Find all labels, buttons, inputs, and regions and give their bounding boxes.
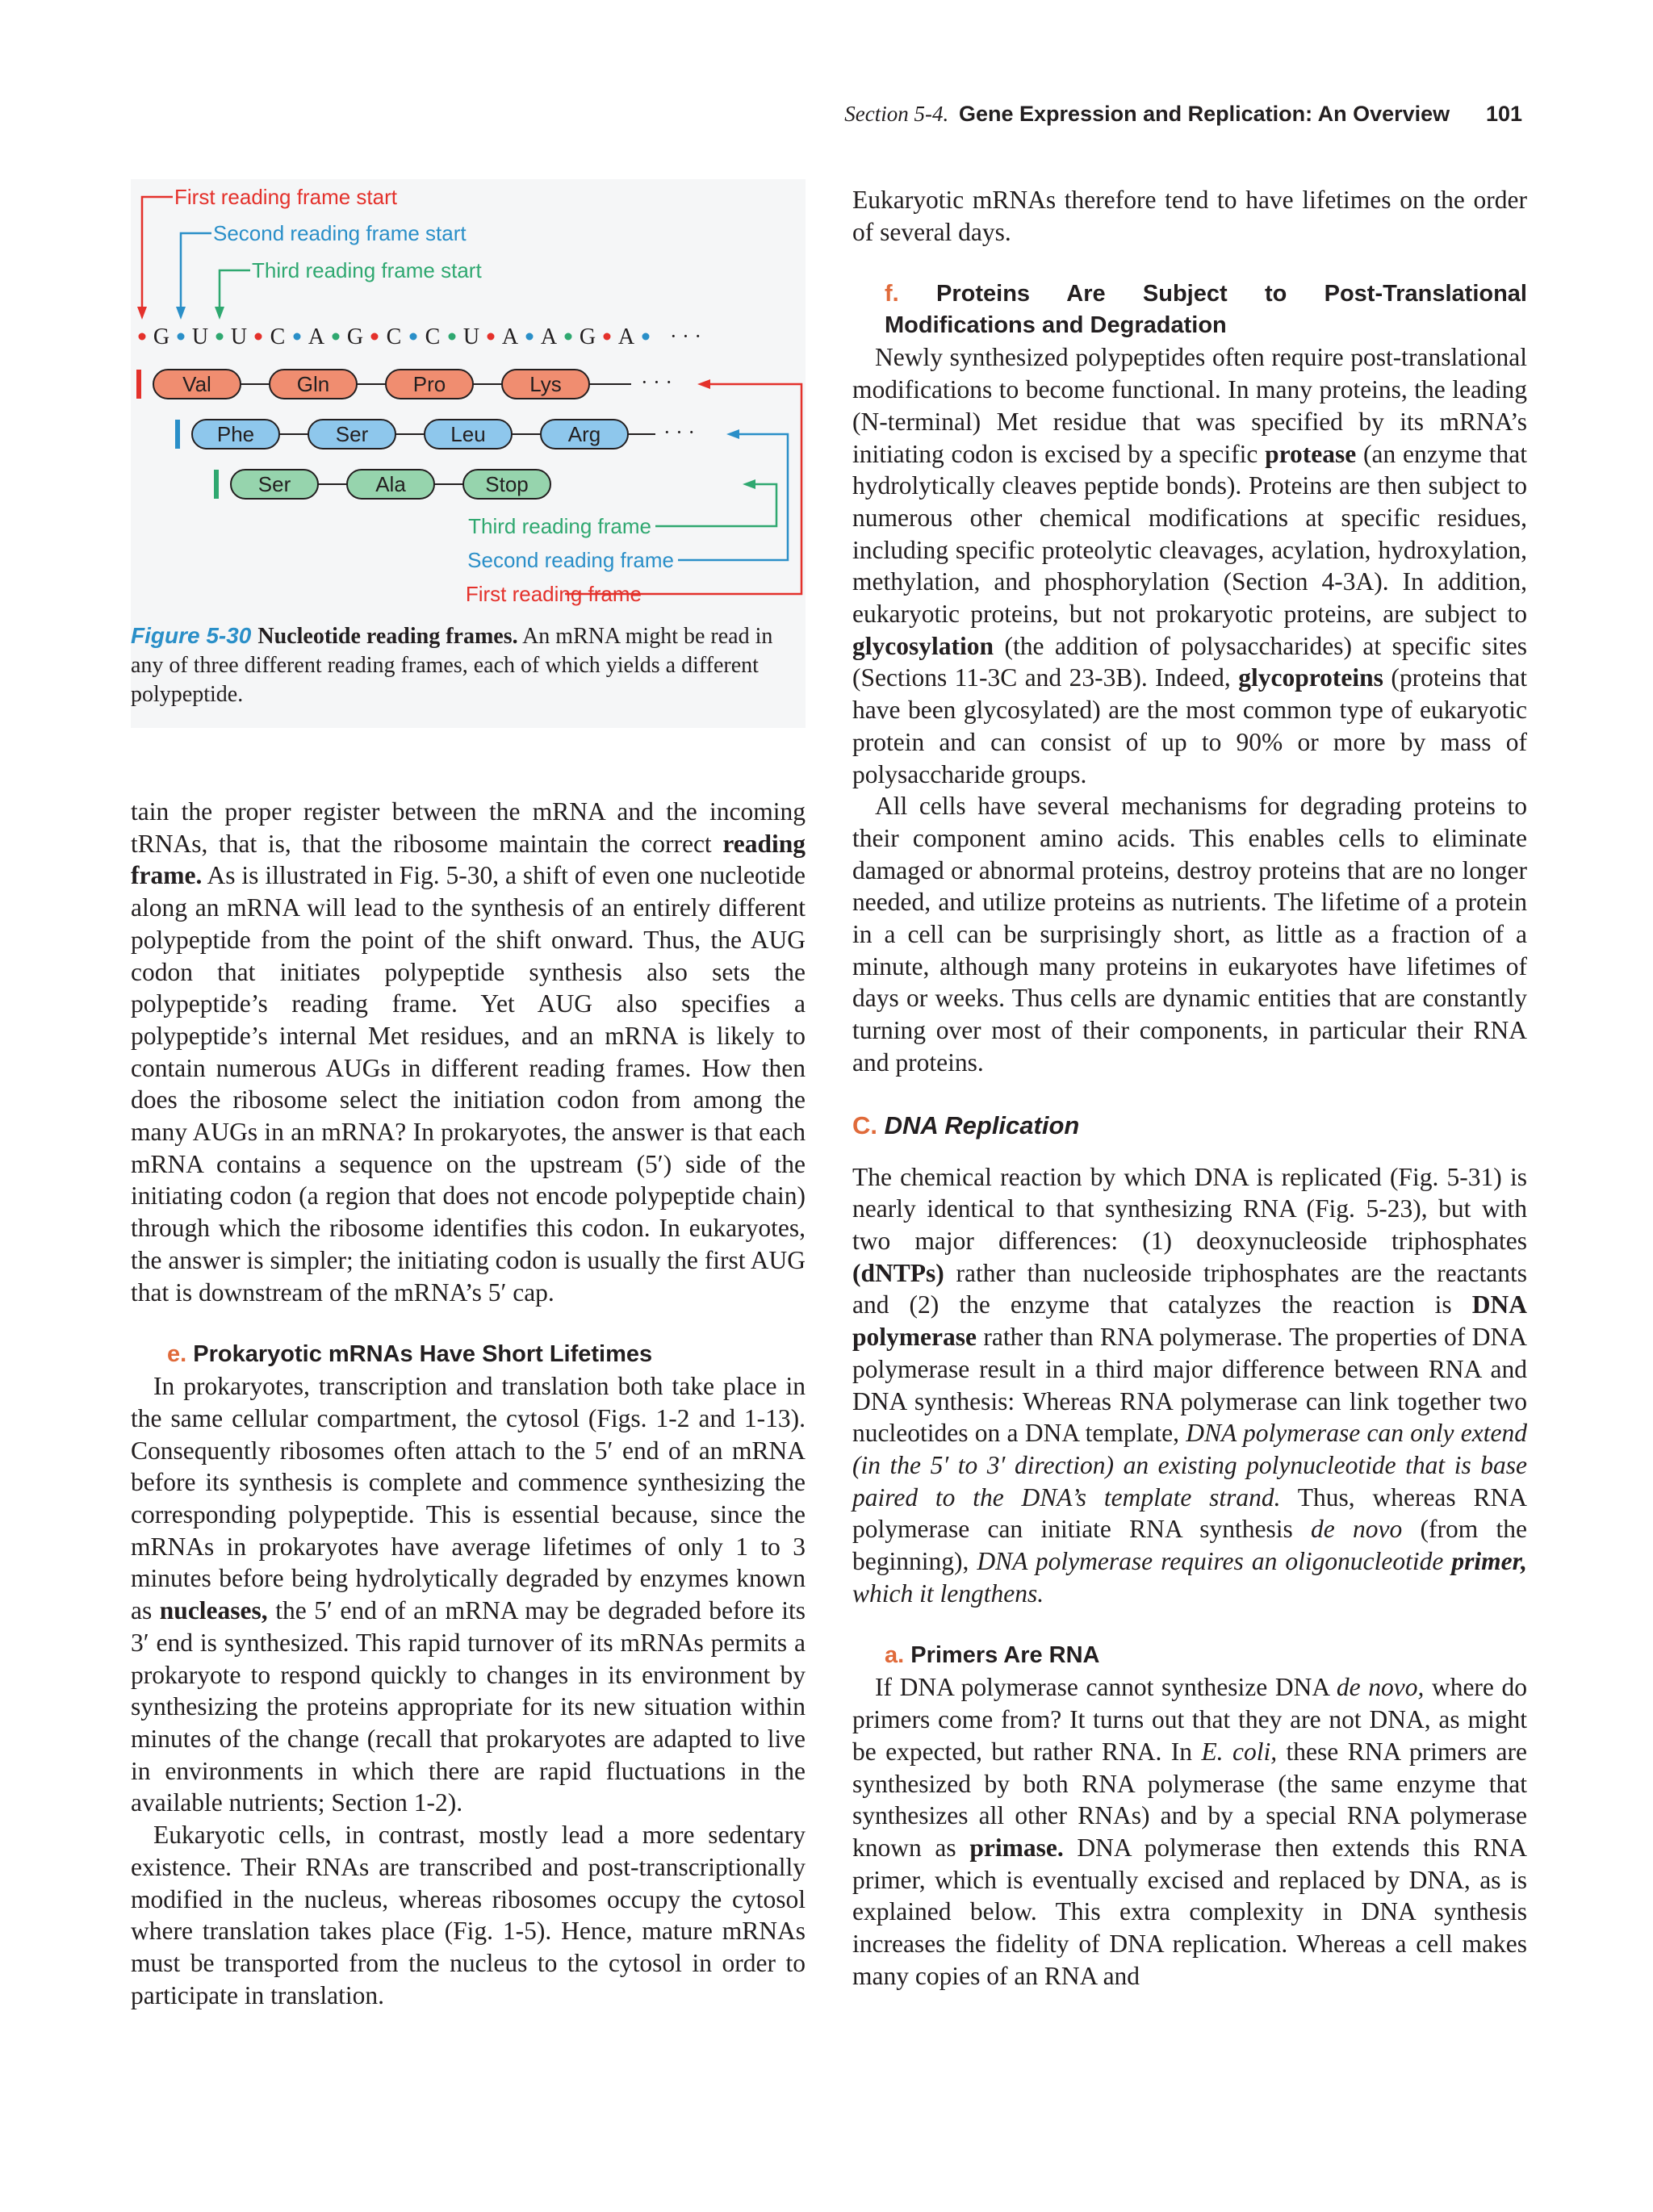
left-column: [131, 796, 806, 2011]
running-header: [844, 102, 1522, 127]
nucleotide: C: [386, 324, 402, 349]
nucleotide: C: [425, 324, 441, 349]
right-column: [852, 184, 1527, 1992]
nucleotide-dot: [255, 333, 262, 341]
third-frame-return-line: [655, 484, 776, 526]
nucleotide: G: [579, 324, 596, 349]
first-frame-arrowhead: [697, 379, 710, 389]
second-frame-arrowhead: [726, 429, 739, 439]
nucleotide-dot: [139, 333, 146, 341]
text-run: (proteins that have been glycosylated) are the most common type of eukaryotic protein and can consist of up to 90% or more by mass of polysaccharide groups.: [852, 663, 1527, 788]
right-paragraph-0: Eukaryotic mRNAs therefore tend to have lifetimes on the order of several days.: [852, 186, 1527, 246]
text-run: rather than nucleoside triphosphates are the reactants and (2) the enzyme that catalyzes the reaction is: [852, 1258, 1527, 1319]
right-paragraph-4: [852, 1671, 1527, 1992]
frame3-peptide: [231, 470, 550, 499]
nucleotide-dot: [604, 333, 611, 341]
amino-acid-label: Lys: [529, 372, 562, 396]
text-run: (the addition of polysaccharides) at specific sites (Sections 11-3C and 23-3B). Indeed,: [852, 631, 1527, 692]
italic-run: E. coli,: [1201, 1737, 1278, 1766]
amino-acid-label: Phe: [216, 422, 255, 446]
frame1-peptide: [153, 370, 631, 399]
heading-f: [852, 278, 1527, 341]
amino-acid-label: Ser: [257, 472, 291, 496]
text-run: In prokaryotes, transcription and translation both take place in the same cellular compartment, the cytosol (Figs. 1-2 and 1-13). Consequently ribosomes often attach to the 5′ end of an mRNA before its synthesis is complete and commence synthesizing the corresponding polypeptide. This is essential because, since the mRNAs in prokaryotes have average lifetimes of only 1 to 3 minutes before being hydrolytically degraded by enzymes known as: [131, 1372, 806, 1625]
text-run: these RNA primers are synthesized by both RNA polymerase (the same enzyme that synthesizes all other RNAs) and by a special RNA polymerase known as: [852, 1737, 1527, 1862]
nucleotide-dot: [178, 333, 185, 341]
text-run: (an enzyme that hydrolytically cleaves peptide bonds). Proteins are then subject to numerous other chemical modifications at specific residues, including specific proteolytic cleavages, acylation, hydroxylation, methylation, and phosphorylation (Section 4-3A). In addition, eukaryotic proteins, but not prokaryotic proteins, are subject to: [852, 439, 1527, 629]
third-start-arrow: [220, 270, 250, 308]
heading-e: [131, 1339, 806, 1370]
left-paragraph-2: [131, 1370, 806, 1819]
heading-title: Proteins Are Subject to Post-Translational Modifications and Degradation: [885, 281, 1527, 339]
nucleotide: A: [540, 324, 558, 349]
italic-run: DNA polymerase can only extend (in the 5′ to 3′ direction) an existing polynucleotide that is base paired to the DNA’s template strand.: [852, 1419, 1527, 1512]
term-dntps: (dNTPs): [852, 1258, 944, 1287]
term-glycoproteins: glycoproteins: [1238, 663, 1383, 692]
figure-caption-text: An mRNA might be read in any of three different reading frames, each of which yields a different polypeptide.: [131, 624, 773, 707]
nucleotide-dot: [333, 333, 340, 341]
amino-acid-label: Pro: [412, 372, 446, 396]
term-reading-frame: reading frame.: [131, 829, 806, 890]
text-run: rather than RNA polymerase. The properties of DNA polymerase result in a third major difference between RNA and DNA synthesis: Whereas RNA polymerase can link together two nucleotides on a DNA template,: [852, 1323, 1527, 1448]
heading-title: Prokaryotic mRNAs Have Short Lifetimes: [193, 1341, 653, 1368]
first-start-arrow: [142, 197, 173, 308]
text-run: The chemical reaction by which DNA is replicated (Fig. 5-31) is nearly identical to that synthesizing RNA (Fig. 5-23), but with two major differences: (1) deoxynucleoside triphosphates: [852, 1162, 1527, 1255]
amino-acid-label: Ala: [375, 472, 406, 496]
nucleotide: U: [191, 324, 209, 349]
text-run: where do primers come from? It turns out that they are not DNA, as might be expected, but rather RNA. In: [852, 1673, 1527, 1766]
nucleotide-dot: [294, 333, 301, 341]
nucleotide: G: [153, 324, 170, 349]
third-frame-label: Third reading frame: [468, 514, 651, 538]
nucleotide: U: [462, 324, 480, 349]
header-section: Section 5-4.: [844, 102, 949, 126]
nucleotide-dot: [526, 333, 534, 341]
heading-letter: a.: [885, 1642, 905, 1669]
heading-title: Primers Are RNA: [910, 1642, 1100, 1669]
nucleotide-dot: [488, 333, 495, 341]
term-primer: primer,: [1451, 1547, 1528, 1576]
amino-acid-label: Stop: [485, 472, 529, 496]
heading-letter: e.: [167, 1341, 187, 1368]
text-run: DNA polymerase then extends this RNA primer, which is eventually excised and replaced by DNA, as is explained below. This extra complexity in DNA synthesis increases the fidelity of DNA replication. Whereas a cell makes many copies of an RNA and: [852, 1833, 1527, 1990]
nucleotide: G: [346, 324, 364, 349]
nucleotide-dot: [216, 333, 224, 341]
frame1-bar: [136, 370, 141, 399]
first-frame-label: First reading frame: [465, 582, 642, 606]
figure-5-30: [131, 179, 806, 728]
nucleotide-dot: [565, 333, 572, 341]
text-run: (from the beginning),: [852, 1515, 1527, 1576]
right-paragraph-1: [852, 341, 1527, 790]
frame2-bar: [175, 420, 180, 449]
left-paragraph-3: Eukaryotic cells, in contrast, mostly lead a more sedentary existence. Their RNAs are transcribed and post-transcriptionally modified in the nucleus, whereas ribosomes occupy the cytosol where translation takes place (Fig. 1-5). Hence, mature mRNAs must be transported from the nucleus to the cytosol in order to participate in translation.: [131, 1821, 806, 2009]
mrna-sequence: [139, 324, 650, 349]
text-run: Newly synthesized polypeptides often require post-translational modifications to become functional. In many proteins, the leading (N-terminal) Met residue that was specified by its mRNA’s initiating codon is excised by a specific: [852, 343, 1527, 468]
text-run: tain the proper register between the mRNA and the incoming tRNAs, that is, that the ribosome maintain the correct: [131, 797, 806, 858]
figure-caption: [131, 621, 786, 709]
third-start-arrowhead: [215, 307, 224, 320]
term-protease: protease: [1265, 439, 1357, 468]
amino-acid-label: Leu: [450, 422, 486, 446]
heading-c: [852, 1110, 1527, 1142]
nucleotide-dot: [642, 333, 650, 341]
nucleotide: A: [308, 324, 325, 349]
nucleotide-dot: [410, 333, 417, 341]
nucleotide-dot: [449, 333, 456, 341]
right-paragraph-2: All cells have several mechanisms for degrading proteins to their component amino acids. This enables cells to eliminate damaged or abnormal proteins, destroy proteins that are no longer needed, and utilize proteins as nutrients. The lifetime of a protein in a cell can be surprisingly short, as little as a fraction of a minute, although many proteins in eukaryotes have lifetimes of days or weeks. Thus cells are dynamic entities that are constantly turning over most of their components, in particular their RNA and proteins.: [852, 792, 1527, 1077]
italic-run: which it lengthens.: [852, 1579, 1044, 1608]
text-run: Thus, whereas RNA polymerase can initiate RNA synthesis: [852, 1482, 1527, 1544]
frame2-ellipsis: · · ·: [663, 420, 695, 444]
nucleotide: A: [501, 324, 519, 349]
page-number: 101: [1485, 102, 1522, 126]
frame3-bar: [214, 470, 219, 499]
amino-acid-label: Ser: [335, 422, 369, 446]
text-run: If DNA polymerase cannot synthesize DNA: [875, 1673, 1337, 1702]
right-paragraph-3: [852, 1161, 1527, 1610]
first-start-label: First reading frame start: [174, 185, 397, 209]
amino-acid-label: Val: [182, 372, 211, 396]
frame2-peptide: [192, 420, 655, 449]
heading-a: [852, 1640, 1527, 1671]
heading-letter: f.: [885, 281, 899, 307]
reading-frames-diagram: [131, 179, 806, 615]
nucleotide: A: [617, 324, 635, 349]
frame1-ellipsis: · · ·: [641, 370, 672, 394]
nucleotide: U: [230, 324, 248, 349]
text-run: the 5′ end of an mRNA may be degraded before its 3′ end is synthesized. This rapid turnover of its mRNAs permits a prokaryote to respond quickly to changes in its environment by synthesizing the proteins appropriate for its new situation within minutes of the change (recall that prokaryotes are adapted to live in environments in which there are rapid fluctuations in the available nutrients; Section 1-2).: [131, 1596, 806, 1817]
header-title: Gene Expression and Replication: An Overview: [959, 102, 1450, 126]
nucleotide-dot: [371, 333, 379, 341]
italic-run: de novo: [1311, 1515, 1403, 1544]
heading-letter: C.: [852, 1110, 877, 1139]
term-dna-polymerase: DNA polymerase: [852, 1290, 1527, 1352]
term-primase: primase.: [969, 1833, 1064, 1862]
third-start-label: Third reading frame start: [252, 258, 482, 282]
amino-acid-label: Arg: [567, 422, 601, 446]
nucleotide: C: [270, 324, 286, 349]
heading-title: DNA Replication: [884, 1110, 1080, 1139]
figure-number: Figure 5-30: [131, 623, 252, 648]
italic-run: DNA polymerase requires an oligonucleotide: [977, 1547, 1452, 1576]
second-start-arrowhead: [176, 307, 186, 320]
text-run: As is illustrated in Fig. 5-30, a shift of even one nucleotide along an mRNA will lead to the synthesis of an entirely different polypeptide from the point of the shift onward. Thus, the AUG codon that initiates polypeptide synthesis also sets the polypeptide’s reading frame. Yet AUG also specifies a polypeptide’s internal Met residues, and an mRNA is likely to contain numerous AUGs in different reading frames. How then does the ribosome select the initiation codon from among the many AUGs in an mRNA? In prokaryotes, the answer is that each mRNA contains a sequence on the upstream (5′) side of the initiating codon (a region that does not encode polypeptide chain) through which the ribosome identifies this codon. In eukaryotes, the answer is simpler; the initiating codon is usually the first AUG that is downstream of the mRNA’s 5′ cap.: [131, 861, 806, 1307]
term-nucleases: nucleases,: [159, 1596, 268, 1625]
second-frame-label: Second reading frame: [467, 548, 674, 572]
second-frame-return-line: [678, 434, 788, 560]
amino-acid-label: Gln: [296, 372, 330, 396]
second-start-arrow: [181, 233, 211, 308]
left-paragraph-1: [131, 796, 806, 1308]
figure-title: Nucleotide reading frames.: [257, 624, 518, 649]
sequence-ellipsis: · · ·: [670, 324, 701, 348]
second-start-label: Second reading frame start: [213, 221, 467, 245]
third-frame-arrowhead: [743, 479, 755, 489]
first-start-arrowhead: [137, 307, 147, 320]
italic-run: de novo,: [1336, 1673, 1425, 1702]
term-glycosylation: glycosylation: [852, 631, 994, 660]
